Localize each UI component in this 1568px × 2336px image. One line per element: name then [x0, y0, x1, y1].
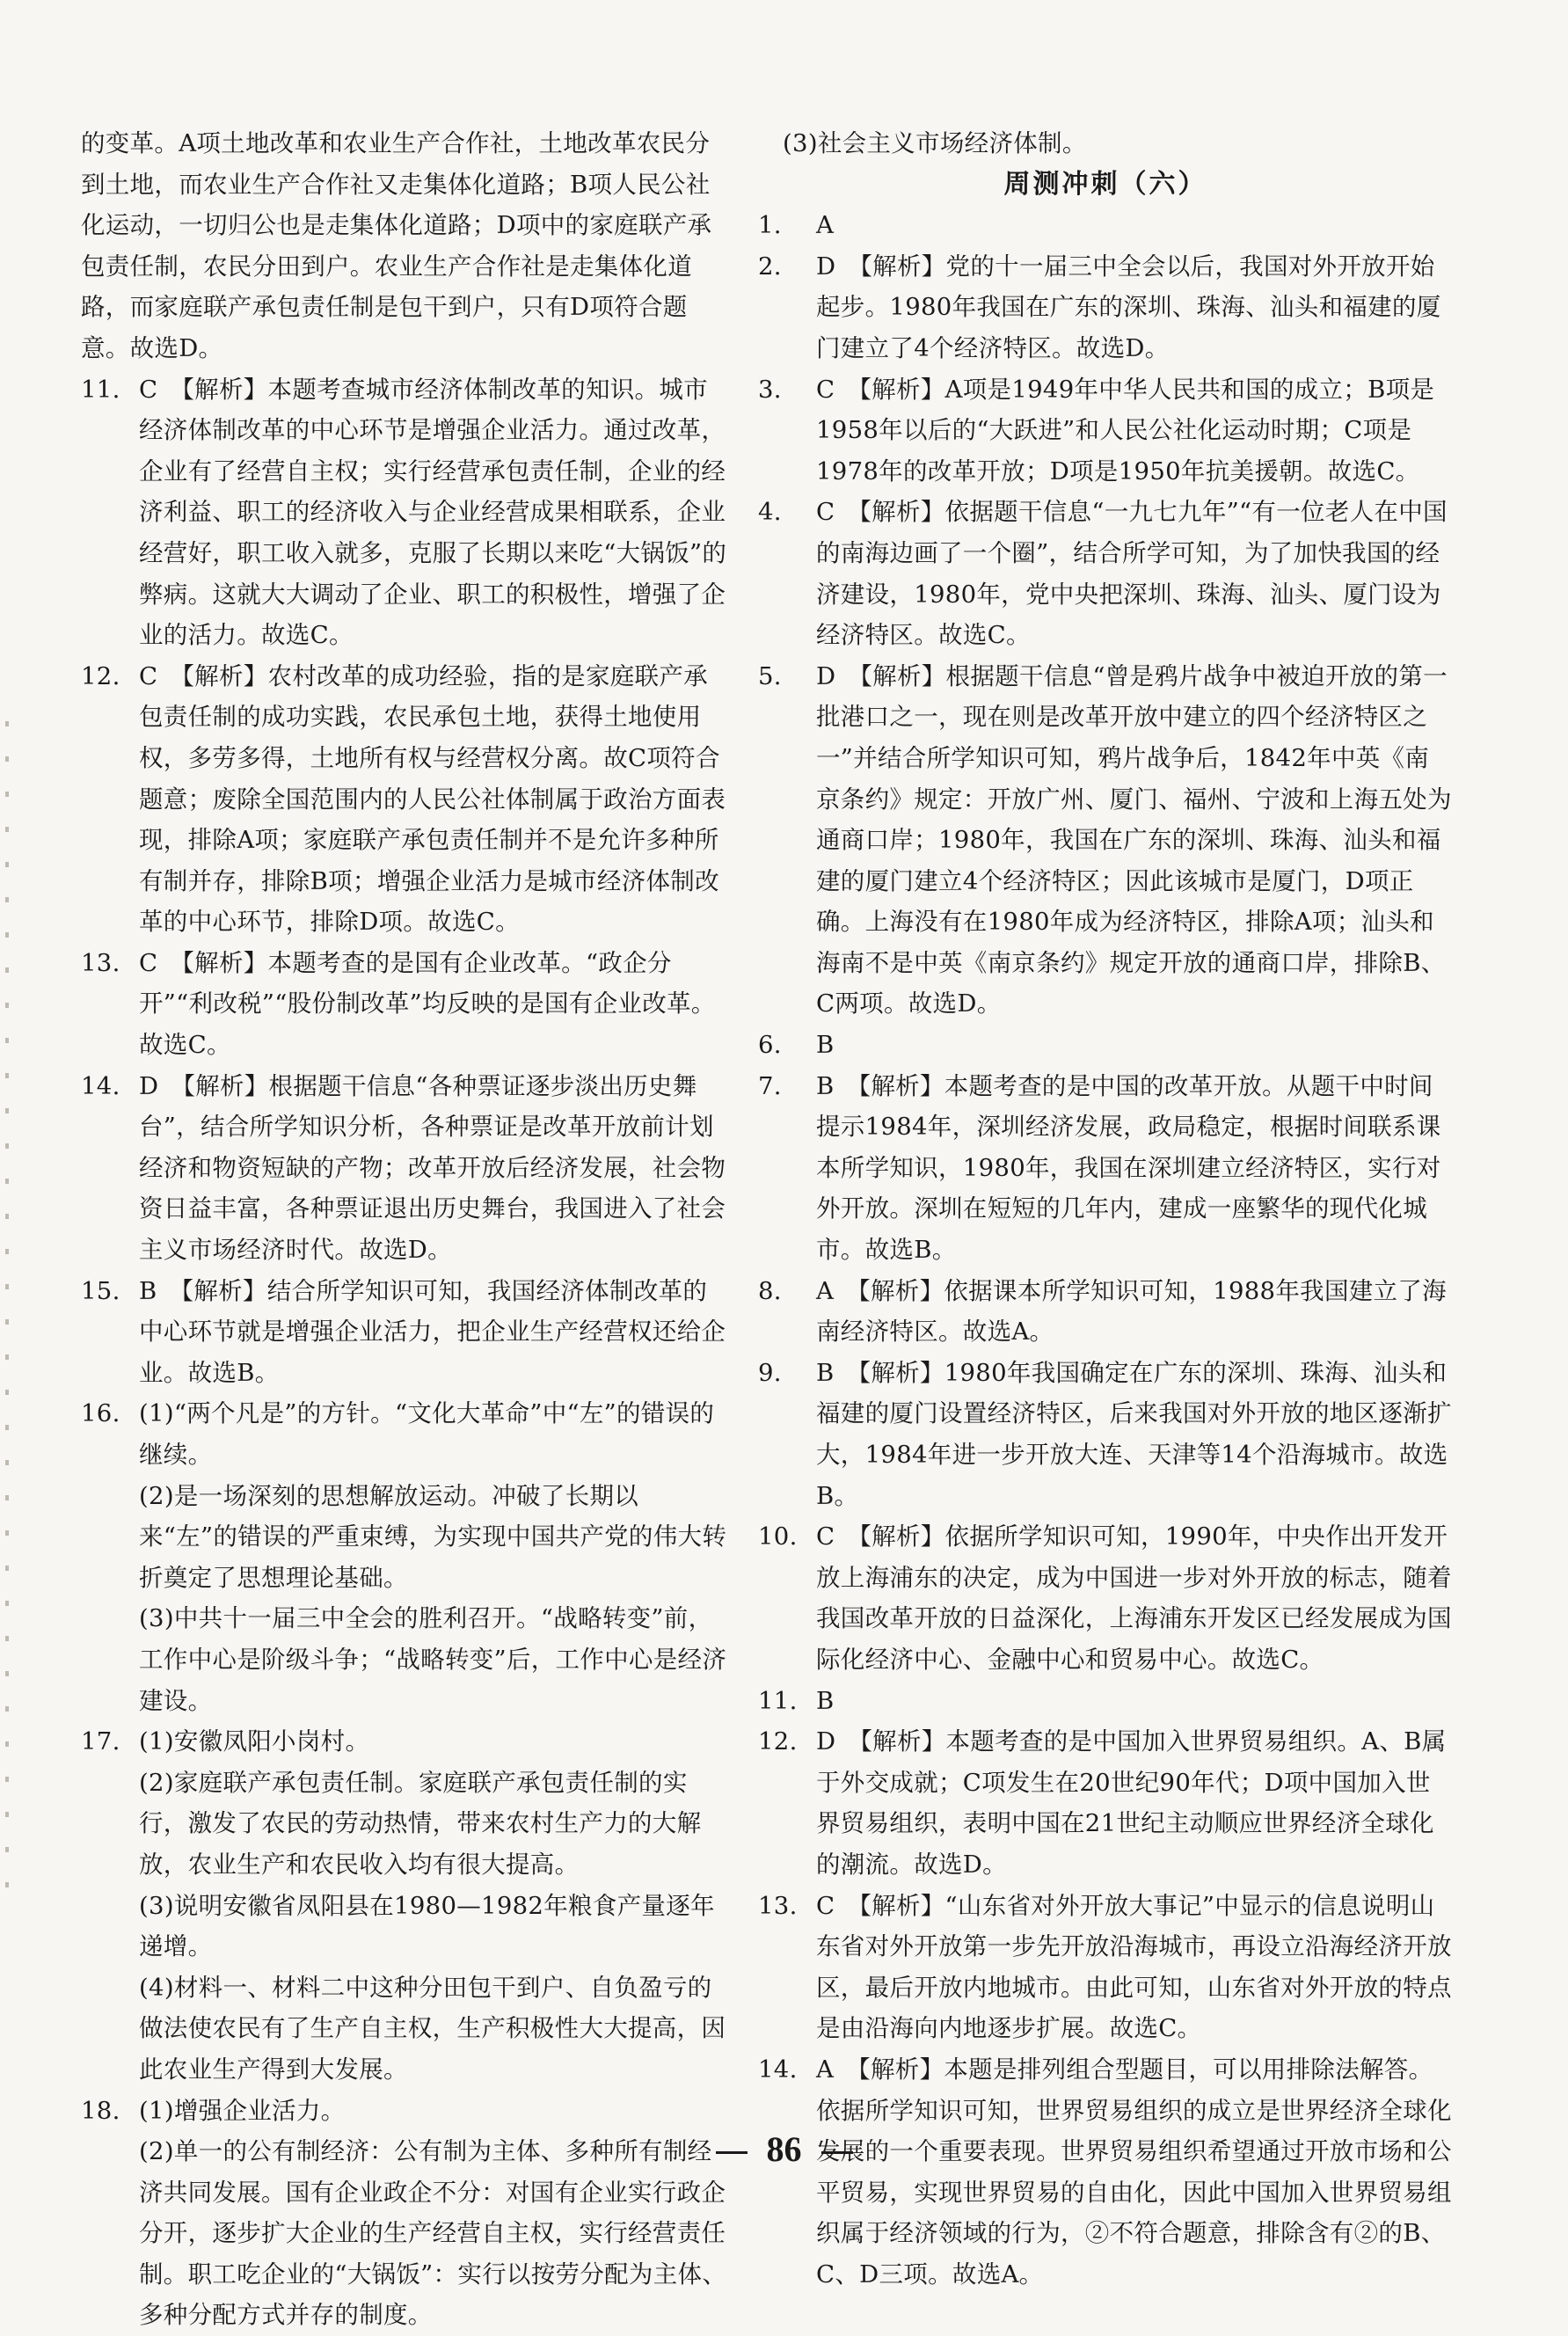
item-number: 14. — [758, 2049, 798, 2091]
sub-answer: (2)是一场深刻的思想解放运动。冲破了长期以来“左”的错误的严重束缚，为实现中国共产党的伟大转折奠定了思想理论基础。 — [139, 1476, 727, 1599]
item-number: 4. — [758, 492, 782, 533]
item-number: 13. — [758, 1886, 798, 1927]
answer-item-9 — [758, 1353, 1453, 1516]
item-explanation: 【解析】A项是1949年中华人民共和国的成立；B项是1958年以后的“大跃进”和人民公社化运动时期；C项是1978年的改革开放；D项是1950年抗美援朝。故选C。 — [816, 376, 1434, 485]
item-explanation: 【解析】依据所学知识可知，1990年，中央作出开发开放上海浦东的决定，成为中国进一步对外开放的标志，随着我国改革开放的日益深化，上海浦东开发区已经发展成为国际化经济中心、金融中心和贸易中心。故选C。 — [816, 1522, 1452, 1674]
sub-answer: (1)安徽凤阳小岗村。 — [139, 1721, 727, 1763]
answer-item-11 — [81, 369, 727, 656]
item-explanation: 【解析】党的十一届三中全会以后，我国对外开放开始起步。1980年我国在广东的深圳、珠海、汕头和福建的厦门建立了4个经济特区。故选D。 — [816, 252, 1441, 362]
answer-item-10 — [758, 1516, 1453, 1680]
item-number: 14. — [81, 1066, 120, 1107]
item-number: 18. — [81, 2091, 120, 2132]
item-number: 17. — [81, 1721, 120, 1763]
right-column — [758, 123, 1453, 2295]
item-explanation: 【解析】依据题干信息“一九七九年”“有一位老人在中国的南海边画了一个圈”，结合所学可知，为了加快我国的经济建设，1980年，党中央把深圳、珠海、汕头、厦门设为经济特区。故选C。 — [816, 498, 1448, 649]
answer-item-3 — [758, 369, 1453, 493]
item-answer: B — [816, 1025, 835, 1066]
item-answer: B — [139, 1271, 157, 1312]
binding-edge-marks — [5, 721, 9, 1909]
item-explanation: 【解析】结合所学知识可知，我国经济体制改革的中心环节就是增强企业活力，把企业生产经营权还给企业。故选B。 — [139, 1277, 726, 1387]
answer-item-1 — [758, 205, 1453, 246]
answer-item-15 — [81, 1271, 727, 1394]
item-number: 6. — [758, 1025, 782, 1066]
item-answer: A — [816, 2049, 834, 2091]
answer-item-13 — [81, 943, 727, 1066]
dash-left — [716, 2151, 748, 2154]
item-number: 11. — [758, 1681, 798, 1722]
sub-answer: (1)增强企业活力。 — [139, 2091, 727, 2132]
answer-item-16 — [81, 1393, 727, 1721]
carry-over-paragraph: 的变革。A项土地改革和农业生产合作社，土地改革农民分到土地，而农业生产合作社又走集体化道路；B项人民公社化运动，一切归公也是走集体化道路；D项中的家庭联产承包责任制，农民分田到户。农业生产合作社是走集体化道路，而家庭联产承包责任制是包干到户，只有D项符合题意。故选D。 — [81, 123, 727, 369]
item-number: 15. — [81, 1271, 120, 1312]
answer-item-7 — [758, 1066, 1453, 1271]
item-answer: D — [816, 656, 835, 697]
item-answer: C — [816, 1886, 835, 1927]
item-explanation: 【解析】本题考查城市经济体制改革的知识。城市经济体制改革的中心环节是增强企业活力。通过改革，企业有了经营自主权；实行经营承包责任制，企业的经济利益、职工的经济收入与企业经营成果相联系，企业经营好，职工收入就多，克服了长期以来吃“大锅饭”的弊病。这就大大调动了企业、职工的积极性，增强了企业的活力。故选C。 — [139, 376, 726, 650]
answer-item-6 — [758, 1025, 1453, 1066]
item-answer: C — [816, 492, 835, 533]
item-explanation: 【解析】本题考查的是国有企业改革。“政企分开”“利改税”“股份制改革”均反映的是国有企业改革。故选C。 — [139, 949, 716, 1059]
page-number-text: 86 — [767, 2129, 802, 2169]
answer-item-12 — [758, 1721, 1453, 1885]
item-explanation: 【解析】“山东省对外开放大事记”中显示的信息说明山东省对外开放第一步先开放沿海城市，再设立沿海经济开放区，最后开放内地城市。由此可知，山东省对外开放的特点是由沿海向内地逐步扩展。故选C。 — [816, 1892, 1452, 2043]
item-answer: C — [139, 656, 157, 697]
item-number: 7. — [758, 1066, 782, 1107]
item-number: 11. — [81, 369, 120, 411]
answer-item-13 — [758, 1886, 1453, 2049]
item-explanation: 【解析】依据课本所学知识可知，1988年我国建立了海南经济特区。故选A。 — [816, 1277, 1447, 1347]
answer-item-2 — [758, 246, 1453, 369]
item-answer: C — [816, 369, 835, 411]
sub-answer: (2)家庭联产承包责任制。家庭联产承包责任制的实行，激发了农民的劳动热情，带来农村生产力的大解放，农业生产和农民收入均有很大提高。 — [139, 1763, 727, 1886]
item-number: 12. — [758, 1721, 798, 1763]
answer-item-12 — [81, 656, 727, 943]
left-column — [81, 123, 727, 2336]
answer-item-11 — [758, 1681, 1453, 1722]
item-answer: D — [816, 246, 835, 288]
item-number: 5. — [758, 656, 782, 697]
sub-answer: (3)说明安徽省凤阳县在1980—1982年粮食产量逐年递增。 — [139, 1886, 727, 1967]
item-number: 2. — [758, 246, 782, 288]
item-number: 13. — [81, 943, 120, 984]
item-number: 1. — [758, 205, 782, 246]
item-number: 9. — [758, 1353, 782, 1394]
sub-answer: (2)单一的公有制经济：公有制为主体、多种所有制经济共同发展。国有企业政企不分：对国有企业实行政企分开，逐步扩大企业的生产经营自主权，实行经营责任制。职工吃企业的“大锅饭”：实行以按劳分配为主体、多种分配方式并存的制度。 — [139, 2131, 727, 2336]
answer-item-4 — [758, 492, 1453, 655]
carry-over-answer: (3)社会主义市场经济体制。 — [758, 123, 1453, 164]
answer-item-14 — [758, 2049, 1453, 2296]
item-explanation: 【解析】1980年我国确定在广东的深圳、珠海、汕头和福建的厦门设置经济特区，后来我国对外开放的地区逐渐扩大，1984年进一步开放大连、天津等14个沿海城市。故选B。 — [816, 1359, 1452, 1510]
item-answer: C — [816, 1516, 835, 1558]
item-answer: B — [816, 1353, 835, 1394]
item-number: 3. — [758, 369, 782, 411]
item-number: 8. — [758, 1271, 782, 1312]
item-answer: D — [816, 1721, 835, 1763]
item-answer: D — [139, 1066, 158, 1107]
item-answer: A — [816, 1271, 834, 1312]
sub-answer: (1)“两个凡是”的方针。“文化大革命”中“左”的错误的继续。 — [139, 1393, 727, 1475]
item-number: 10. — [758, 1516, 798, 1558]
item-answer: B — [816, 1066, 835, 1107]
item-answer: C — [139, 943, 157, 984]
item-explanation: 【解析】根据题干信息“各种票证逐步淡出历史舞台”，结合所学知识分析，各种票证是改革开放前计划经济和物资短缺的产物；改革开放后经济发展，社会物资日益丰富，各种票证退出历史舞台，我国进入了社会主义市场经济时代。故选D。 — [139, 1072, 726, 1264]
sub-answer: (4)材料一、材料二中这种分田包干到户、自负盈亏的做法使农民有了生产自主权，生产积极性大大提高，因此农业生产得到大发展。 — [139, 1967, 727, 2091]
answer-item-14 — [81, 1066, 727, 1271]
item-explanation: 【解析】农村改革的成功经验，指的是家庭联产承包责任制的成功实践，农民承包土地，获得土地使用权，多劳多得，土地所有权与经营权分离。故C项符合题意；废除全国范围内的人民公社体制属于政治方面表现，排除A项；家庭联产承包责任制并不是允许多种所有制并存，排除B项；增强企业活力是城市经济体制改革的中心环节，排除D项。故选C。 — [139, 662, 726, 937]
dash-right — [821, 2151, 853, 2154]
item-answer: B — [816, 1681, 835, 1722]
item-answer: C — [139, 369, 157, 411]
answer-item-5 — [758, 656, 1453, 1025]
item-number: 12. — [81, 656, 120, 697]
page-number — [0, 2128, 1568, 2170]
item-explanation: 【解析】根据题干信息“曾是鸦片战争中被迫开放的第一批港口之一，现在则是改革开放中建立的四个经济特区之一”并结合所学知识可知，鸦片战争后，1842年中英《南京条约》规定：开放广州、厦门、福州、宁波和上海五处为通商口岸；1980年，我国在广东的深圳、珠海、汕头和福建的厦门建立4个经济特区；因此该城市是厦门，D项正确。上海没有在1980年成为经济特区，排除A项；汕头和海南不是中英《南京条约》规定开放的通商口岸，排除B、C两项。故选D。 — [816, 662, 1452, 1018]
answer-item-8 — [758, 1271, 1453, 1353]
item-explanation: 【解析】本题是排列组合型题目，可以用排除法解答。依据所学知识可知，世界贸易组织的成立是世界经济全球化发展的一个重要表现。世界贸易组织希望通过开放市场和公平贸易，实现世界贸易的自由化，因此中国加入世界贸易组织属于经济领域的行为，②不符合题意，排除含有②的B、C、D三项。故选A。 — [816, 2055, 1452, 2289]
item-explanation: 【解析】本题考查的是中国的改革开放。从题干中时间提示1984年，深圳经济发展，政局稳定，根据时间联系课本所学知识，1980年，我国在深圳建立经济特区，实行对外开放。深圳在短短的几年内，建成一座繁华的现代化城市。故选B。 — [816, 1072, 1441, 1264]
answer-item-18 — [81, 2091, 727, 2336]
section-title: 周测冲刺（六） — [758, 164, 1453, 206]
sub-answer: (3)中共十一届三中全会的胜利召开。“战略转变”前，工作中心是阶级斗争；“战略转变”后，工作中心是经济建设。 — [139, 1598, 727, 1721]
item-explanation: 【解析】本题考查的是中国加入世界贸易组织。A、B属于外交成就；C项发生在20世纪90年代；D项中国加入世界贸易组织，表明中国在21世纪主动顺应世界经济全球化的潮流。故选D。 — [816, 1727, 1446, 1879]
item-number: 16. — [81, 1393, 120, 1434]
answer-item-17 — [81, 1721, 727, 2090]
item-answer: A — [816, 205, 834, 246]
